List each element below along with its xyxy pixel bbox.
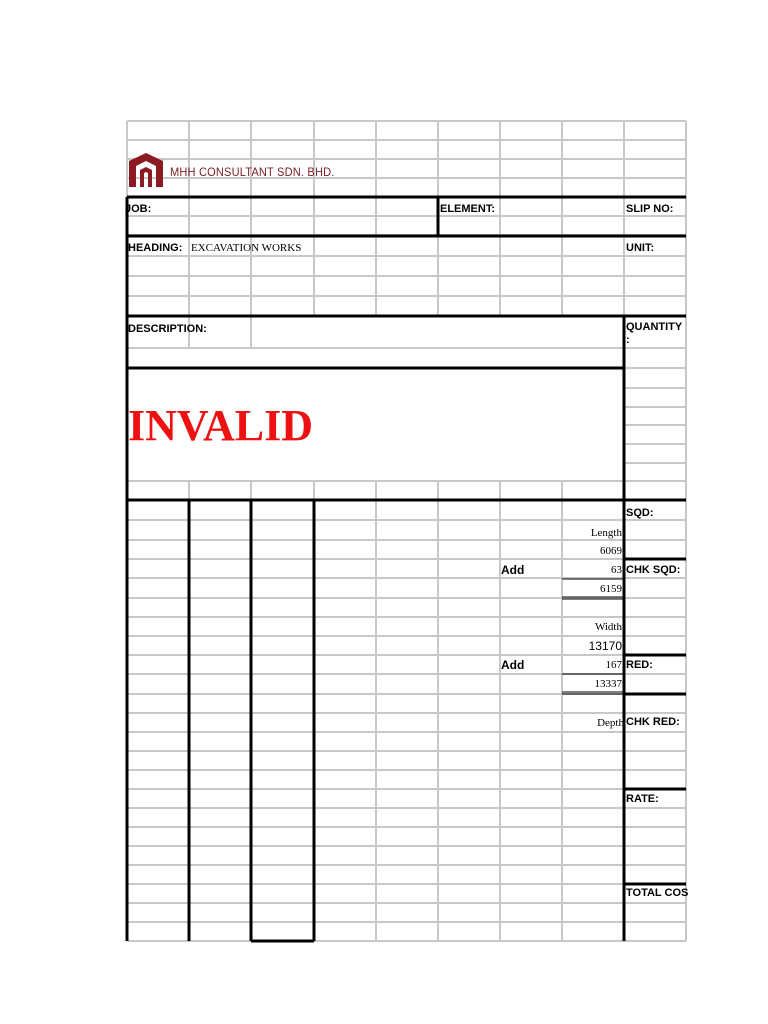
chk-red-label: CHK RED:: [626, 716, 680, 728]
unit-label: UNIT:: [626, 242, 655, 254]
add-label-length: Add: [501, 563, 525, 577]
width-add-value: 167: [605, 659, 622, 671]
length-value: 6069: [600, 545, 622, 557]
length-add-value: 63: [611, 564, 622, 576]
chk-sqd-label: CHK SQD:: [626, 564, 681, 576]
job-label: JOB:: [125, 203, 152, 215]
add-label-width: Add: [501, 658, 525, 672]
length-label: Length: [590, 527, 622, 539]
quantity-label: QUANTITY: [626, 321, 683, 333]
width-label: Width: [594, 621, 622, 633]
red-label: RED:: [626, 659, 653, 671]
width-value: 13170: [588, 639, 622, 653]
element-label: ELEMENT:: [440, 203, 495, 215]
depth-label: Depth: [597, 717, 624, 729]
width-total-value: 13337: [594, 678, 622, 690]
length-total-value: 6159: [600, 583, 622, 595]
heading-value: EXCAVATION WORKS: [191, 242, 302, 254]
company-logo-icon: [127, 152, 165, 190]
total-cost-label: TOTAL COS: [626, 887, 689, 899]
slip-no-label: SLIP NO:: [626, 203, 674, 215]
quantity-colon: :: [626, 334, 630, 346]
rate-label: RATE:: [626, 793, 659, 805]
sqd-label: SQD:: [626, 507, 654, 519]
invalid-watermark: INVALID: [128, 401, 314, 450]
company-name: MHH CONSULTANT SDN. BHD.: [170, 165, 335, 179]
description-label: DESCRIPTION:: [128, 323, 207, 335]
heading-label: HEADING:: [128, 242, 183, 254]
